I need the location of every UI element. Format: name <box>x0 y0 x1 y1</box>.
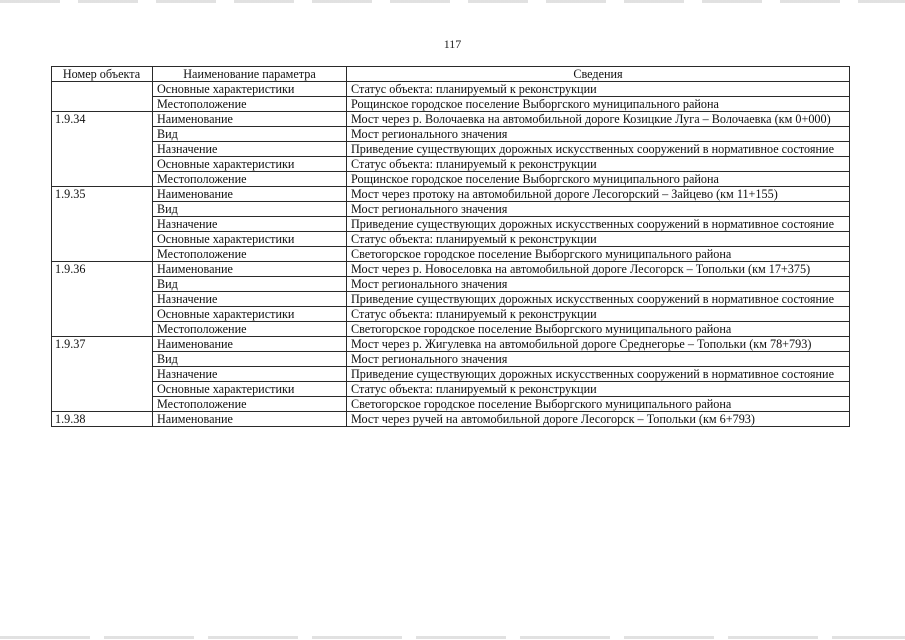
object-number-cell: 1.9.36 <box>52 262 153 337</box>
details-cell: Мост через р. Жигулевка на автомобильной дороге Среднегорье – Топольки (км 78+793) <box>347 337 850 352</box>
table-row <box>52 382 850 397</box>
object-number-cell: 1.9.38 <box>52 412 153 427</box>
table-row <box>52 337 850 352</box>
table-row <box>52 307 850 322</box>
header-object-number: Номер объекта <box>52 67 153 82</box>
details-cell: Приведение существующих дорожных искусственных сооружений в нормативное состояние <box>347 367 850 382</box>
table-row <box>52 397 850 412</box>
object-number-cell: 1.9.34 <box>52 112 153 187</box>
table-row <box>52 127 850 142</box>
scan-edge-top <box>0 0 905 3</box>
parameter-name-cell: Местоположение <box>153 397 347 412</box>
parameter-name-cell: Вид <box>153 352 347 367</box>
details-cell: Мост регионального значения <box>347 202 850 217</box>
table-row <box>52 187 850 202</box>
details-cell: Мост через протоку на автомобильной дороге Лесогорский – Зайцево (км 11+155) <box>347 187 850 202</box>
parameter-name-cell: Местоположение <box>153 97 347 112</box>
table-row <box>52 247 850 262</box>
table-row <box>52 322 850 337</box>
parameter-name-cell: Основные характеристики <box>153 382 347 397</box>
object-number-cell: 1.9.37 <box>52 337 153 412</box>
table-row <box>52 82 850 97</box>
details-cell: Светогорское городское поселение Выборгского муниципального района <box>347 322 850 337</box>
parameter-name-cell: Основные характеристики <box>153 82 347 97</box>
table-row <box>52 277 850 292</box>
details-cell: Светогорское городское поселение Выборгского муниципального района <box>347 397 850 412</box>
details-cell: Приведение существующих дорожных искусственных сооружений в нормативное состояние <box>347 142 850 157</box>
object-number-cell: 1.9.35 <box>52 187 153 262</box>
parameter-name-cell: Наименование <box>153 187 347 202</box>
table-header-row <box>52 67 850 82</box>
details-cell: Мост через р. Волочаевка на автомобильной дороге Козицкие Луга – Волочаевка (км 0+000) <box>347 112 850 127</box>
table-body <box>52 82 850 427</box>
details-cell: Статус объекта: планируемый к реконструкции <box>347 157 850 172</box>
header-details: Сведения <box>347 67 850 82</box>
page-number: 117 <box>443 37 462 51</box>
details-cell: Статус объекта: планируемый к реконструкции <box>347 232 850 247</box>
details-cell: Мост через р. Новоселовка на автомобильной дороге Лесогорск – Топольки (км 17+375) <box>347 262 850 277</box>
parameter-name-cell: Основные характеристики <box>153 157 347 172</box>
table-row <box>52 157 850 172</box>
object-number-cell <box>52 82 153 112</box>
details-cell: Приведение существующих дорожных искусственных сооружений в нормативное состояние <box>347 292 850 307</box>
table-row <box>52 172 850 187</box>
details-cell: Мост регионального значения <box>347 352 850 367</box>
table-row <box>52 262 850 277</box>
parameter-name-cell: Назначение <box>153 142 347 157</box>
header-parameter-name: Наименование параметра <box>153 67 347 82</box>
table-row <box>52 292 850 307</box>
parameter-name-cell: Наименование <box>153 262 347 277</box>
parameter-name-cell: Основные характеристики <box>153 232 347 247</box>
table-row <box>52 112 850 127</box>
parameter-name-cell: Вид <box>153 127 347 142</box>
parameter-name-cell: Местоположение <box>153 247 347 262</box>
scan-edge-bottom <box>0 636 905 639</box>
table-row <box>52 232 850 247</box>
details-cell: Рощинское городское поселение Выборгского муниципального района <box>347 172 850 187</box>
table-row <box>52 97 850 112</box>
table-row <box>52 217 850 232</box>
table-row <box>52 142 850 157</box>
parameter-name-cell: Назначение <box>153 292 347 307</box>
details-cell: Статус объекта: планируемый к реконструкции <box>347 82 850 97</box>
details-cell: Мост через ручей на автомобильной дороге Лесогорск – Топольки (км 6+793) <box>347 412 850 427</box>
details-cell: Приведение существующих дорожных искусственных сооружений в нормативное состояние <box>347 217 850 232</box>
objects-table <box>51 66 850 427</box>
table-row <box>52 412 850 427</box>
details-cell: Мост регионального значения <box>347 127 850 142</box>
details-cell: Статус объекта: планируемый к реконструкции <box>347 307 850 322</box>
details-cell: Статус объекта: планируемый к реконструкции <box>347 382 850 397</box>
parameter-name-cell: Местоположение <box>153 172 347 187</box>
details-cell: Рощинское городское поселение Выборгского муниципального района <box>347 97 850 112</box>
table-row <box>52 202 850 217</box>
details-cell: Мост регионального значения <box>347 277 850 292</box>
parameter-name-cell: Местоположение <box>153 322 347 337</box>
parameter-name-cell: Назначение <box>153 367 347 382</box>
parameter-name-cell: Основные характеристики <box>153 307 347 322</box>
parameter-name-cell: Наименование <box>153 112 347 127</box>
details-cell: Светогорское городское поселение Выборгского муниципального района <box>347 247 850 262</box>
parameter-name-cell: Наименование <box>153 337 347 352</box>
table-row <box>52 367 850 382</box>
table-row <box>52 352 850 367</box>
parameter-name-cell: Назначение <box>153 217 347 232</box>
parameter-name-cell: Вид <box>153 202 347 217</box>
parameter-name-cell: Наименование <box>153 412 347 427</box>
parameter-name-cell: Вид <box>153 277 347 292</box>
